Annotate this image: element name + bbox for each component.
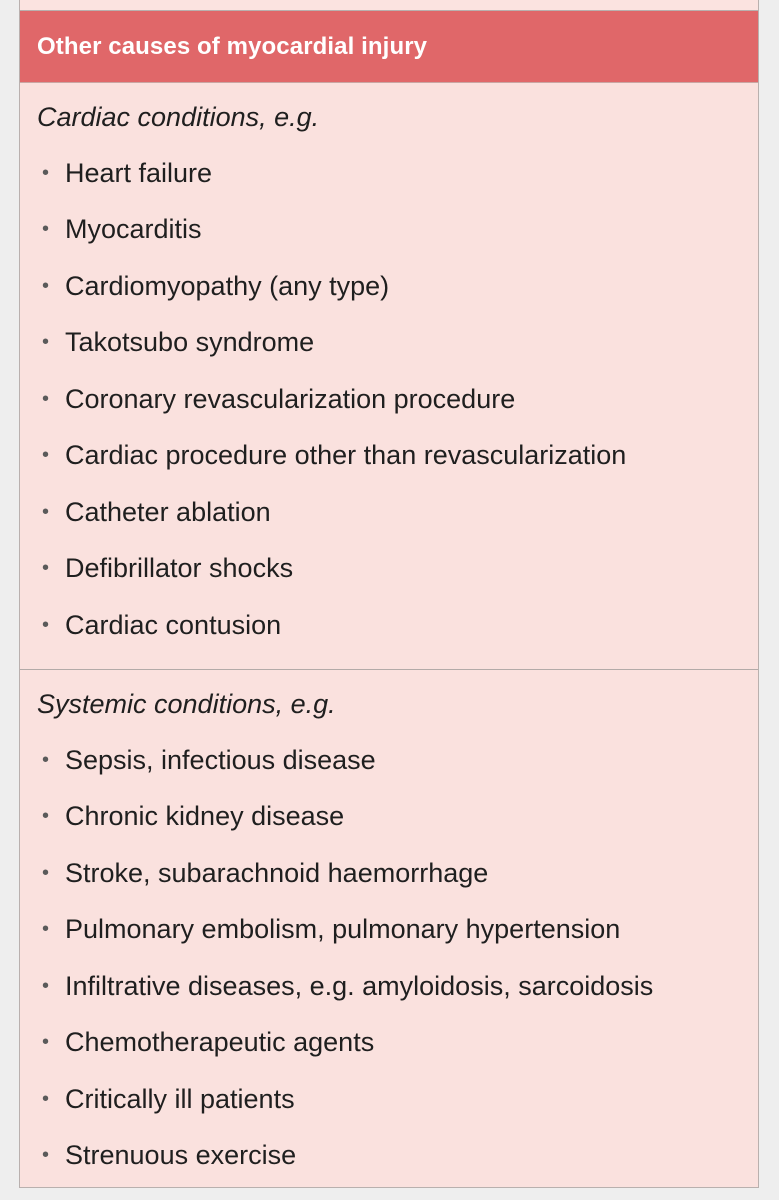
list-item-text: Myocarditis [65, 214, 202, 245]
list-item-text: Sepsis, infectious disease [65, 744, 376, 775]
bullet-icon: • [42, 500, 50, 523]
list-item-text: Cardiac contusion [65, 609, 282, 640]
bullet-icon: • [42, 748, 50, 771]
list-item-text: Coronary revascularization procedure [65, 383, 516, 414]
bullet-icon: • [42, 613, 50, 636]
list-item [37, 202, 758, 259]
list-item [37, 902, 758, 959]
list-item-text: Catheter ablation [65, 496, 271, 527]
list-item [37, 371, 758, 428]
bullet-icon: • [42, 387, 50, 410]
list-item [37, 597, 758, 654]
bullet-icon: • [42, 918, 50, 941]
list-item-text: Chemotherapeutic agents [65, 1027, 375, 1058]
section-title: Systemic conditions, e.g. [37, 689, 336, 719]
list-item-text: Heart failure [65, 157, 213, 188]
systemic-conditions-section [20, 676, 758, 1184]
bullet-icon: • [42, 557, 50, 580]
bullet-icon: • [42, 218, 50, 241]
cardiac-conditions-section [20, 89, 758, 670]
list-item-text: Cardiomyopathy (any type) [65, 270, 390, 301]
list-item-text: Strenuous exercise [65, 1140, 297, 1171]
list-item-text: Cardiac procedure other than revascularization [65, 440, 627, 471]
list-item-text: Chronic kidney disease [65, 801, 345, 832]
cardiac-conditions-list [37, 145, 758, 654]
bullet-icon: • [42, 861, 50, 884]
list-item [37, 958, 758, 1015]
list-item [37, 541, 758, 598]
bullet-icon: • [42, 805, 50, 828]
list-item-text: Pulmonary embolism, pulmonary hypertension [65, 914, 621, 945]
list-item [37, 1128, 758, 1185]
list-item-text: Defibrillator shocks [65, 553, 294, 584]
list-item-text: Infiltrative diseases, e.g. amyloidosis, sarcoidosis [65, 970, 654, 1001]
table-header [20, 11, 758, 83]
bullet-icon: • [42, 1087, 50, 1110]
list-item [37, 258, 758, 315]
list-item [37, 145, 758, 202]
list-item-text: Stroke, subarachnoid haemorrhage [65, 857, 489, 888]
section-title: Cardiac conditions, e.g. [37, 102, 320, 132]
list-item-text: Critically ill patients [65, 1083, 295, 1114]
list-item [37, 315, 758, 372]
bullet-icon: • [42, 274, 50, 297]
systemic-conditions-list [37, 732, 758, 1184]
list-item [37, 789, 758, 846]
list-item [37, 428, 758, 485]
list-item [37, 1071, 758, 1128]
bullet-icon: • [42, 1031, 50, 1054]
bullet-icon: • [42, 331, 50, 354]
table-title: Other causes of myocardial injury [37, 32, 428, 60]
bullet-icon: • [42, 974, 50, 997]
previous-table-edge [19, 0, 759, 10]
bullet-icon: • [42, 1144, 50, 1167]
list-item [37, 732, 758, 789]
causes-table [19, 10, 759, 1188]
bullet-icon: • [42, 161, 50, 184]
list-item [37, 845, 758, 902]
bullet-icon: • [42, 444, 50, 467]
list-item [37, 484, 758, 541]
list-item-text: Takotsubo syndrome [65, 327, 315, 358]
list-item [37, 1015, 758, 1072]
